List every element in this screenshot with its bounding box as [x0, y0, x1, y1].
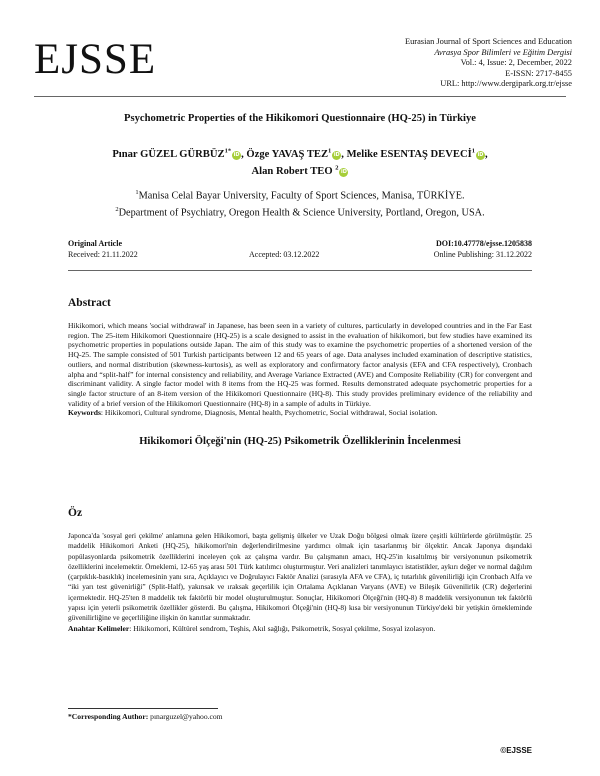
journal-name-turkish: Avrasya Spor Bilimleri ve Eğitim Dergisi — [434, 47, 572, 57]
author-2: Özge YAVAŞ TEZ$^1$iD , — [246, 147, 347, 160]
footnote-divider — [68, 708, 218, 709]
accepted-date: Accepted: 03.12.2022 — [249, 249, 320, 259]
author-email[interactable]: pınarguzel@yahoo.com — [148, 712, 223, 721]
journal-volume: Vol.: 4, Issue: 2, December, 2022 — [460, 58, 572, 68]
turkish-title: Hikikomori Ölçeği'nin (HQ-25) Psikometrik Özelliklerinin İncelenmesi — [139, 436, 461, 447]
header-divider — [34, 96, 566, 97]
journal-url[interactable]: URL: http://www.dergipark.org.tr/ejsse — [440, 79, 572, 89]
author-4: Alan Robert TEO $^2$iD — [251, 164, 347, 178]
article-type: Original Article — [68, 239, 122, 248]
received-date: Received: 21.11.2022 — [68, 249, 138, 259]
oz-heading: Öz — [68, 507, 83, 519]
affiliation-2: $^2$Department of Psychiatry, Oregon Health & Science University, Portland, Oregon, USA. — [115, 206, 485, 219]
copyright: ©EJSSE — [500, 746, 532, 755]
oz-text: Japonca'da 'sosyal geri çekilme' anlamına gelen Hikikomori, başta gelişmiş ülkeler ve Uzak Doğu bölgesi olmak üzere çeşitli kültürlerde görülmüştür. 25 maddelik Hikikomori Anketi (HQ-25), hikikomori'nin değerlendirilmesine yardımcı olmak için tasarlanmış bir ölçektir. Ancak Japonya dışındaki popülasyonlarda psikometrik özelliklerini inceleyen çok az çalışma vardır. Bu çalışmanın amacı, HQ-25'in kısaltılmış bir versiyonunun psikometrik özelliklerini incelemektir. Örneklemi, 12-65 yaş arası 501 Türk katılımcı oluşturmuştur. Veri analizleri tanımlayıcı istatistikler, aykırı değer ve normal dağılım (çarpıklık-basıklık) incelemesinin yanı sıra, Açıklayıcı ve Doğrulayıcı Faktör Analizi (sırasıyla AFA ve CFA), iç tutarlılık güvenilirliği için Cronbach Alfa ve “iki yarı test güvenirliği” (Split-Half), yakınsak ve ıraksak geçerlilik için Ortalama Açıklanan Varyans (AVE) ve Bileşik Güvenilirlik (CR) değerlerini içermektedir. HQ-25'ten 8 maddelik tek faktörlü bir model oluşturulmuştur. Sonuçlar, Hikikomori Ölçeği'nin (HQ-8) 8 maddelik versiyonunun tek faktörlü yapısı için yeterli psikometrik özellikler gösterdi. Bu çalışma, Hikikomori Ölçeği'nin (HQ-8) kısa bir versiyonunun Türkiye'deki bir yetişkin örnekleminde güvenilirliğine ve geçerliliğine ilişkin ön kanıtlar sunmaktadır. Anahtar Kelimeler: Hikikomori, Kültürel sendrom, Teşhis, Akıl sağlığı, Psikometrik, Sosyal çekilme, Sosyal izolasyon. — [68, 531, 532, 633]
journal-issn: E-ISSN: 2717-8455 — [505, 68, 572, 78]
author-1: Pınar GÜZEL $GÜRBÜZ^{1*}iD$ , — [112, 147, 247, 160]
affiliation-1: $^1$Manisa Celal Bayar University, Faculty of Sport Sciences, Manisa, TÜRKİYE. — [135, 189, 465, 202]
abstract-text: Hikikomori, which means 'social withdrawal' in Japanese, has been seen in a variety of cultures, particularly in developed countries and in the Far East region. The 25-item Hikikomori Questionnaire (HQ-25) is a scale designed to assist in the evaluation of hikikomori, but few studies have examined its psychometric properties in populations outside Japan. The aim of this study was to examine the psychometric properties of a shortened version of the HQ-25. The sample consisted of 501 Turkish participants between 12 and 65 years of age. Data analyses included examination of descriptive statistics, outliers, and normal distribution (skewness-kurtosis), as well as exploratory and confirmatory factor analysis (EFA and CFA respectively), Cronbach alpha and “split-half” for internal consistency and reliability, and Average Variance Extracted (AVE) and Composite Reliability (CR) for convergent and discriminant validity. A single factor model with 8 items from the HQ-25 was formed. Results demonstrated adequate psychometric properties for a single factor structure of an 8-item version of the Hikikomori Questionnaire (HQ-8). This study provides preliminary evidence of the reliability and validity of a brief version of the Hikikomori Questionnaire (HQ-8) in a sample of adults in Türkiye. Keywords: Hikikomori, Cultural syndrome, Diagnosis, Mental health, Psychometric, Social withdrawal, Social isolation. — [68, 321, 532, 418]
oz-keywords: Anahtar Kelimeler: Hikikomori, Kültürel sendrom, Teşhis, Akıl sağlığı, Psikometrik, Sosyal çekilme, Sosyal izolasyon. — [68, 623, 436, 633]
article-meta-left — [68, 239, 138, 260]
article-title: Psychometric Properties of the Hikikomori Questionnaire (HQ-25) in Türkiye — [124, 113, 476, 124]
abstract-heading: Abstract — [68, 297, 111, 309]
online-date: Online Publishing: 31.12.2022 — [433, 249, 532, 259]
journal-info — [332, 37, 572, 90]
author-list — [34, 144, 566, 179]
orcid-icon[interactable]: iD — [333, 151, 340, 158]
journal-logo: EJSSE — [34, 36, 157, 83]
journal-name: Eurasian Journal of Sport Sciences and Education — [405, 37, 572, 46]
orcid-icon[interactable]: iD — [477, 151, 484, 158]
orcid-icon[interactable]: iD — [233, 151, 240, 158]
affiliations — [34, 186, 566, 221]
article-meta-right — [434, 239, 532, 260]
doi[interactable]: DOI:10.47778/ejsse.1205838 — [436, 239, 532, 248]
orcid-icon[interactable]: iD — [341, 169, 347, 176]
meta-divider — [68, 270, 532, 271]
author-3: Melike ESENTAŞ DEVECİ$^1$iD , — [346, 147, 488, 160]
abstract-keywords: Keywords: Hikikomori, Cultural syndrome, Diagnosis, Mental health, Psychometric, Social withdrawal, Social isolation. — [68, 408, 438, 418]
corresponding-author: *Corresponding Author: pınarguzel@yahoo.com — [68, 712, 223, 721]
